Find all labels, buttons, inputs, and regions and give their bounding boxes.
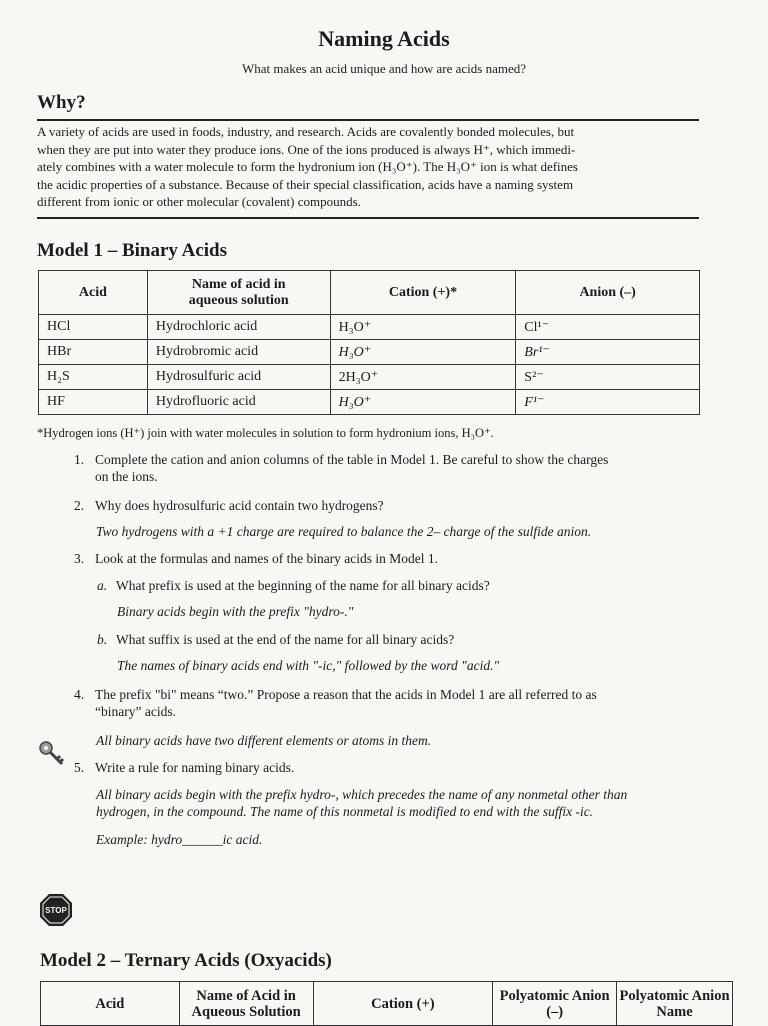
table-header-row [41, 982, 733, 1026]
table-row [39, 365, 700, 390]
answer-3a: Binary acids begin with the prefix "hydro-." [117, 604, 354, 619]
header-cation: Cation (+)* [330, 271, 516, 315]
cell-acid: H₂S [39, 365, 148, 390]
header-polyatomic-anion-name [617, 982, 733, 1026]
model2-table [40, 981, 733, 1026]
question-1-line2: on the ions. [95, 469, 158, 484]
header-name [179, 982, 313, 1026]
cell-cation: H₃O⁺ [330, 390, 516, 415]
model2-heading: Model 2 – Ternary Acids (Oxyacids) [40, 950, 332, 971]
cell-acid: HF [39, 390, 148, 415]
header-name-line1: Name of Acid in [196, 987, 296, 1004]
why-heading: Why? [37, 92, 86, 113]
header-name-line2: aqueous solution [188, 292, 289, 308]
question-1 [95, 451, 705, 485]
answer-5-example: Example: hydro______ic acid. [96, 832, 263, 847]
why-top-rule [37, 119, 699, 121]
cell-cation: 2H₃O⁺ [330, 365, 516, 390]
why-line: different from ionic or other molecular (covalent) compounds. [37, 194, 361, 209]
question-3b-label: b. [97, 632, 108, 647]
header-name-line1: Name of acid in [191, 276, 286, 292]
cell-cation: H₃O⁺ [330, 315, 516, 340]
question-4 [95, 686, 705, 720]
table-row [39, 315, 700, 340]
why-line: ately combines with a water molecule to form the hydronium ion (H₃O⁺). The H₃O⁺ ion is what defines [37, 159, 578, 174]
stop-sign-icon [39, 893, 73, 927]
cell-anion: Cl¹⁻ [516, 315, 700, 340]
why-line: A variety of acids are used in foods, industry, and research. Acids are covalently bonded molecules, but [37, 124, 575, 139]
question-4-number: 4. [74, 687, 85, 702]
header-name-line2: Aqueous Solution [191, 1003, 301, 1020]
cell-name: Hydrochloric acid [147, 315, 330, 340]
answer-5-line2: hydrogen, in the compound. The name of this nonmetal is modified to end with the suffix -ic. [96, 804, 594, 819]
table-row [39, 390, 700, 415]
page-title: Naming Acids [318, 26, 450, 51]
model1-table [38, 270, 700, 415]
question-4-line1: The prefix "bi" means “two.” Propose a reason that the acids in Model 1 are all referred to as [95, 687, 597, 702]
why-paragraph [37, 123, 697, 211]
answer-3b: The names of binary acids end with "-ic," followed by the word "acid." [117, 658, 500, 673]
header-name [147, 271, 330, 315]
question-1-number: 1. [74, 452, 85, 467]
header-polyatomic-anion [493, 982, 617, 1026]
why-bottom-rule [37, 217, 699, 219]
header-anion: Anion (–) [516, 271, 700, 315]
model1-heading: Model 1 – Binary Acids [37, 240, 228, 261]
answer-5-line1: All binary acids begin with the prefix hydro-, which precedes the name of any nonmetal other than [96, 787, 628, 802]
stop-label: STOP [45, 906, 67, 915]
cell-anion: S²⁻ [516, 365, 700, 390]
table-header-row [39, 271, 700, 315]
cell-anion: Br¹⁻ [516, 340, 700, 365]
header-polyatomic-anion-line1: Polyatomic Anion [499, 987, 610, 1004]
question-4-line2: “binary” acids. [95, 704, 176, 719]
question-3a-label: a. [97, 578, 108, 593]
table-footnote: *Hydrogen ions (H⁺) join with water molecules in solution to form hydronium ions, H₃O⁺. [37, 426, 494, 440]
why-line: when they are put into water they produce ions. One of the ions produced is always H⁺, which immedi- [37, 141, 576, 157]
header-acid: Acid [39, 271, 148, 315]
cell-name: Hydrobromic acid [147, 340, 330, 365]
cell-acid: HBr [39, 340, 148, 365]
header-polyatomic-anion-name-line1: Polyatomic Anion [619, 987, 730, 1004]
page-subtitle: What makes an acid unique and how are acids named? [241, 61, 527, 76]
question-2: Why does hydrosulfuric acid contain two hydrogens? [95, 498, 384, 513]
header-acid: Acid [41, 982, 180, 1026]
question-3b: What suffix is used at the end of the name for all binary acids? [116, 632, 455, 647]
answer-2: Two hydrogens with a +1 charge are required to balance the 2– charge of the sulfide anion. [96, 524, 592, 539]
header-cation: Cation (+) [313, 982, 493, 1026]
question-1-line1: Complete the cation and anion columns of the table in Model 1. Be careful to show the charges [95, 452, 609, 467]
question-3: Look at the formulas and names of the binary acids in Model 1. [95, 551, 439, 566]
question-3-number: 3. [74, 551, 85, 566]
why-line: the acidic properties of a substance. Because of their special classification, acids have a naming system [37, 176, 574, 192]
header-polyatomic-anion-line2: (–) [546, 1003, 564, 1020]
cell-name: Hydrosulfuric acid [147, 365, 330, 390]
key-icon [38, 740, 66, 768]
question-3a: What prefix is used at the beginning of the name for all binary acids? [116, 578, 490, 593]
cell-cation: H₃O⁺ [330, 340, 516, 365]
table-row [39, 340, 700, 365]
cell-anion: F¹⁻ [516, 390, 700, 415]
question-5: Write a rule for naming binary acids. [95, 760, 295, 775]
question-2-number: 2. [74, 498, 85, 513]
question-5-number: 5. [74, 760, 85, 775]
answer-5 [96, 786, 716, 820]
cell-acid: HCl [39, 315, 148, 340]
answer-4: All binary acids have two different elements or atoms in them. [96, 733, 432, 748]
header-polyatomic-anion-name-line2: Name [656, 1003, 693, 1020]
cell-name: Hydrofluoric acid [147, 390, 330, 415]
